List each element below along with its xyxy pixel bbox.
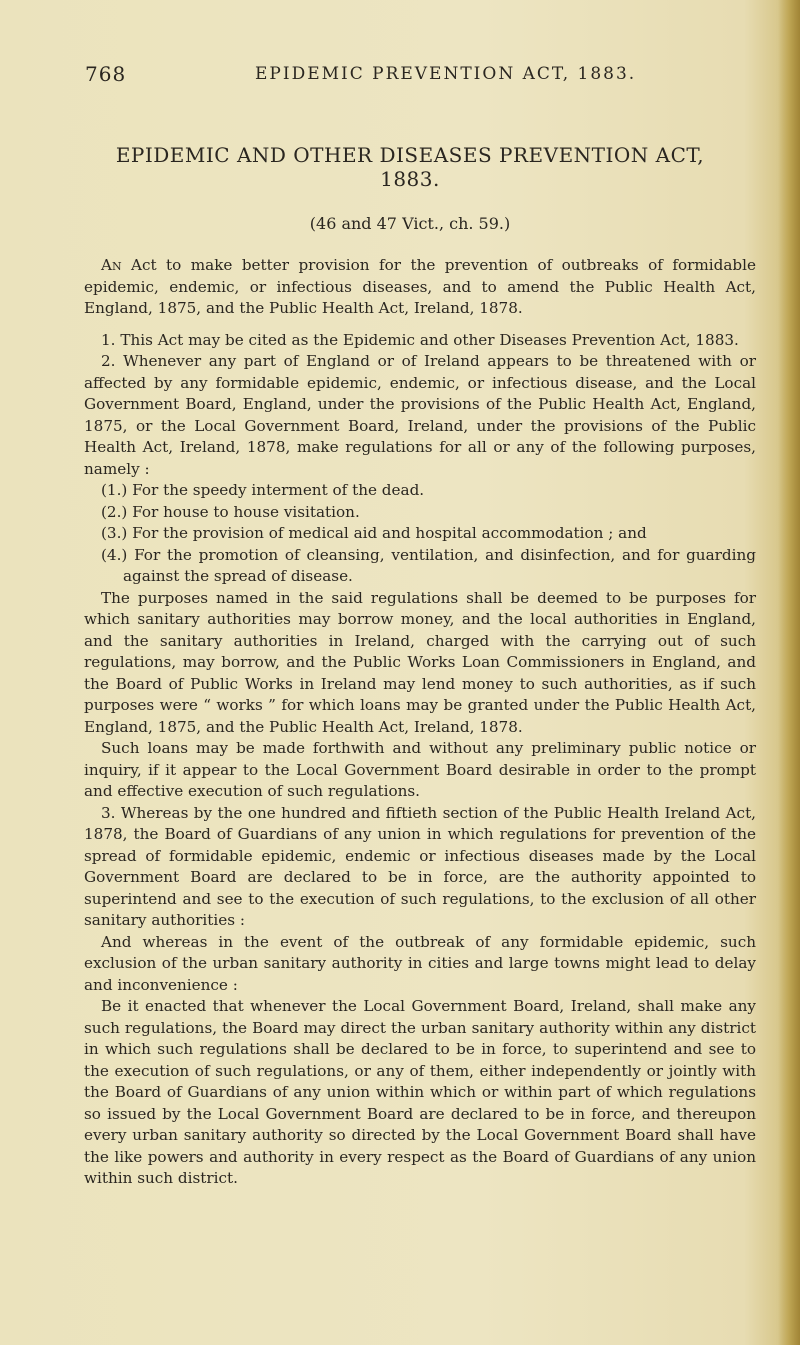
- preamble-text: Act to make better provision for the prevention of outbreaks of formidable epidemic, endemic, or infectious diseases, and to amend the Public Health Act, England, 1875, and the Public Health Act, Ireland, 1878.: [84, 256, 756, 317]
- page-edge-shadow: [778, 0, 800, 1345]
- page-number: 768: [85, 62, 127, 86]
- section-3-enactment: Be it enacted that whenever the Local Government Board, Ireland, shall make any such regulations, the Board may direct the urban sanitary authority within any district in which such regulations shall be declared to be in force, to superintend and see to the execution of such regulations, or any of them, either independently or jointly with the Board of Guardians of any union within which or within part of which regulations so issued by the Local Government Board are declared to be in force, and thereupon every urban sanitary authority so directed by the Local Government Board shall have the like powers and authority in every respect as the Board of Guardians of any union within such district.: [84, 997, 756, 1187]
- section-1: 1. This Act may be cited as the Epidemic and other Diseases Prevention Act, 1883.: [101, 330, 739, 349]
- preamble-lead: An: [101, 256, 122, 274]
- section-2: 2. Whenever any part of England or of Ireland appears to be threatened with or affected by any formidable epidemic, endemic, or infectious disease, and the Local Government Board, England, under the provisions of the Public Health Act, England, 1875, or the Local Government Board, Ireland, under the provisions of the Public Health Act, Ireland, 1878, make regulations for all or any of the following purposes, namely :: [84, 352, 756, 478]
- purpose-item: (4.) For the promotion of cleansing, ventilation, and disinfection, and for guarding against the spread of disease.: [101, 545, 756, 585]
- section-3: 3. Whereas by the one hundred and fiftieth section of the Public Health Ireland Act, 1878, the Board of Guardians of any union in which regulations for prevention of the spread of formidable epidemic, endemic or infectious diseases made by the Local Government Board are declared to be in force, are the authority appointed to superintend and see to the execution of such regulations, to the exclusion of all other sanitary authorities :: [84, 803, 756, 929]
- purpose-item: (1.) For the speedy interment of the dead.: [101, 481, 425, 499]
- act-body: [84, 255, 756, 1190]
- purpose-item: (2.) For house to house visitation.: [101, 502, 360, 521]
- running-header: [0, 62, 800, 86]
- running-title: EPIDEMIC PREVENTION ACT, 1883.: [255, 64, 637, 84]
- purpose-item: (3.) For the provision of medical aid and hospital accommodation ; and: [101, 524, 647, 542]
- preamble: [84, 255, 756, 320]
- section-2-notice: Such loans may be made forthwith and without any preliminary public notice or inquiry, if it appear to the Local Government Board desirable in order to the prompt and effective execution of such regulations.: [84, 739, 756, 800]
- section-2-loans: The purposes named in the said regulations shall be deemed to be purposes for which sanitary authorities may borrow money, and the local authorities in England, and the sanitary authorities in Ireland, charged with the carrying out of such regulations, may borrow, and the Public Works Loan Commissioners in England, and the Board of Public Works in Ireland may lend money to such authorities, as if such purposes were “ works ” for which loans may be granted under the Public Health Act, England, 1875, and the Public Health Act, Ireland, 1878.: [84, 588, 756, 736]
- act-title: EPIDEMIC AND OTHER DISEASES PREVENTION ACT, 1883.: [115, 143, 705, 191]
- act-chapter: (46 and 47 Vict., ch. 59.): [309, 214, 511, 233]
- section-3-whereas: And whereas in the event of the outbreak of any formidable epidemic, such exclusion of the urban sanitary authority in cities and large towns might lead to delay and inconvenience :: [84, 932, 756, 994]
